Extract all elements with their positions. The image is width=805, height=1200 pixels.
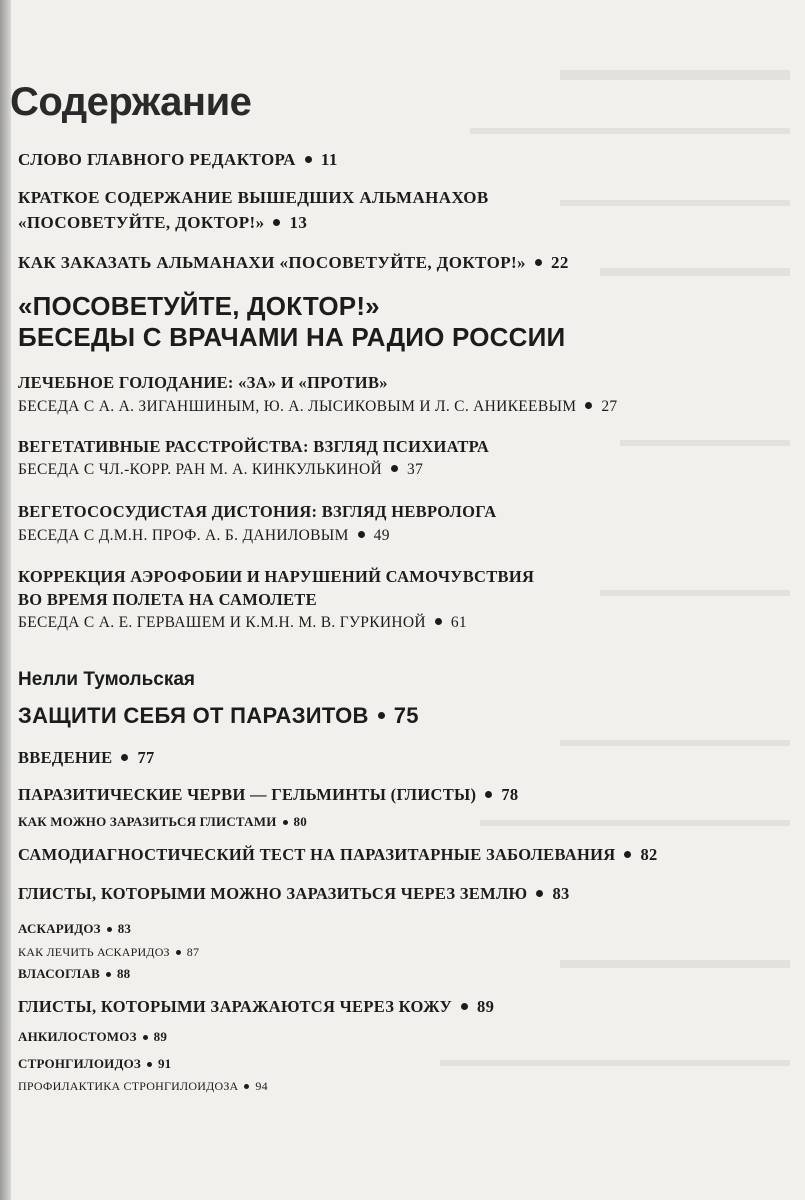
toc-entry-skin[interactable]: ГЛИСТЫ, КОТОРЫМИ ЗАРАЖАЮТСЯ ЧЕРЕЗ КОЖУ 89 xyxy=(18,997,495,1016)
bullet-icon xyxy=(435,618,442,625)
page-number: 82 xyxy=(640,845,658,864)
toc-entry-ascariasis[interactable]: АСКАРИДОЗ 83 xyxy=(18,921,132,936)
page-number: 80 xyxy=(293,814,307,829)
page-number: 49 xyxy=(373,527,390,544)
toc-entry-summary-line2[interactable]: «ПОСОВЕТУЙТЕ, ДОКТОР!» 13 xyxy=(18,213,308,232)
toc-entry-whipworm[interactable]: ВЛАСОГЛАВ 88 xyxy=(18,966,131,981)
toc-entry-strongyloidiasis[interactable]: СТРОНГИЛОИДОЗ 91 xyxy=(18,1056,172,1071)
page-number: 89 xyxy=(477,997,495,1016)
page-number: 75 xyxy=(393,703,419,728)
section2-title[interactable]: ЗАЩИТИ СЕБЯ ОТ ПАРАЗИТОВ 75 xyxy=(18,703,419,728)
bullet-icon xyxy=(358,531,365,538)
page-edge-shadow xyxy=(0,0,11,1200)
toc-entry-prevention[interactable]: ПРОФИЛАКТИКА СТРОНГИЛОИДОЗА 94 xyxy=(18,1079,268,1093)
bullet-icon xyxy=(106,972,111,977)
bullet-icon xyxy=(536,890,543,897)
bullet-icon xyxy=(283,820,288,825)
page-number: 13 xyxy=(289,213,308,232)
toc-entry-dystonia-sub: БЕСЕДА С Д.М.Н. ПРОФ. А. Б. ДАНИЛОВЫМ 49 xyxy=(18,527,390,544)
bullet-icon xyxy=(273,219,280,226)
page-number: 22 xyxy=(550,253,569,272)
page-title: Содержание xyxy=(10,80,252,124)
bullet-icon xyxy=(485,791,492,798)
page-number: 94 xyxy=(255,1079,268,1093)
toc-entry-how-to-order[interactable]: КАК ЗАКАЗАТЬ АЛЬМАНАХИ «ПОСОВЕТУЙТЕ, ДОКТОР!» 22 xyxy=(18,253,569,272)
bullet-icon xyxy=(244,1084,249,1089)
toc-entry-vegetative-sub: БЕСЕДА С ЧЛ.-КОРР. РАН М. А. КИНКУЛЬКИНОЙ 37 xyxy=(18,461,424,478)
author-name: Нелли Тумольская xyxy=(18,669,196,690)
bullet-icon xyxy=(535,259,542,266)
page-number: 83 xyxy=(552,884,570,903)
toc-entry-soil[interactable]: ГЛИСТЫ, КОТОРЫМИ МОЖНО ЗАРАЗИТЬСЯ ЧЕРЕЗ ЗЕМЛЮ 83 xyxy=(18,884,570,903)
page-number: 37 xyxy=(407,461,424,478)
toc-entry-intro[interactable]: ВВЕДЕНИЕ 77 xyxy=(18,748,155,767)
page-number: 11 xyxy=(320,150,338,169)
toc-entry-dystonia[interactable]: ВЕГЕТОСОСУДИСТАЯ ДИСТОНИЯ: ВЗГЛЯД НЕВРОЛОГА xyxy=(18,502,497,521)
bullet-icon xyxy=(107,927,112,932)
bullet-icon xyxy=(176,950,181,955)
page-number: 77 xyxy=(137,748,155,767)
bullet-icon xyxy=(147,1062,152,1067)
toc-entry-aerophobia-line1[interactable]: КОРРЕКЦИЯ АЭРОФОБИИ И НАРУШЕНИЙ САМОЧУВСТВИЯ xyxy=(18,567,535,586)
toc-entry-aerophobia-line2[interactable]: ВО ВРЕМЯ ПОЛЕТА НА САМОЛЕТЕ xyxy=(18,590,317,609)
page-number: 78 xyxy=(501,785,519,804)
toc-entry-editor-word[interactable]: СЛОВО ГЛАВНОГО РЕДАКТОРА 11 xyxy=(18,150,338,169)
section-title-line1: «ПОСОВЕТУЙТЕ, ДОКТОР!» xyxy=(18,291,380,321)
bullet-icon xyxy=(143,1035,148,1040)
toc-entry-fasting[interactable]: ЛЕЧЕБНОЕ ГОЛОДАНИЕ: «ЗА» И «ПРОТИВ» xyxy=(18,373,388,392)
toc-entry-helminths[interactable]: ПАРАЗИТИЧЕСКИЕ ЧЕРВИ — ГЕЛЬМИНТЫ (ГЛИСТЫ) 78 xyxy=(18,785,519,804)
bullet-icon xyxy=(624,851,631,858)
page-number: 61 xyxy=(450,614,467,631)
toc-entry-summary-line1[interactable]: КРАТКОЕ СОДЕРЖАНИЕ ВЫШЕДШИХ АЛЬМАНАХОВ xyxy=(18,188,489,207)
page-number: 91 xyxy=(157,1056,172,1071)
toc-entry-aerophobia-sub: БЕСЕДА С А. Е. ГЕРВАШЕМ И К.М.Н. М. В. ГУРКИНОЙ 61 xyxy=(18,614,467,631)
section-title-line2: БЕСЕДЫ С ВРАЧАМИ НА РАДИО РОССИИ xyxy=(18,322,566,352)
page-number: 89 xyxy=(153,1029,168,1044)
bullet-icon xyxy=(305,156,312,163)
toc-entry-ancylostomiasis[interactable]: АНКИЛОСТОМОЗ 89 xyxy=(18,1029,168,1044)
bullet-icon xyxy=(378,712,385,719)
toc-entry-infection[interactable]: КАК МОЖНО ЗАРАЗИТЬСЯ ГЛИСТАМИ 80 xyxy=(18,814,307,829)
bullet-icon xyxy=(585,402,592,409)
bullet-icon xyxy=(121,754,128,761)
page-number: 83 xyxy=(117,921,132,936)
toc-entry-ascariasis-treatment[interactable]: КАК ЛЕЧИТЬ АСКАРИДОЗ 87 xyxy=(18,945,200,959)
toc-entry-fasting-sub: БЕСЕДА С А. А. ЗИГАНШИНЫМ, Ю. А. ЛЫСИКОВЫМ И Л. С. АНИКЕЕВЫМ 27 xyxy=(18,398,618,415)
toc-entry-vegetative[interactable]: ВЕГЕТАТИВНЫЕ РАССТРОЙСТВА: ВЗГЛЯД ПСИХИАТРА xyxy=(18,437,490,456)
bullet-icon xyxy=(391,465,398,472)
page-number: 27 xyxy=(601,398,618,415)
page-number: 88 xyxy=(116,966,131,981)
bullet-icon xyxy=(461,1003,468,1010)
toc-entry-selftest[interactable]: САМОДИАГНОСТИЧЕСКИЙ ТЕСТ НА ПАРАЗИТАРНЫЕ ЗАБОЛЕВАНИЯ 82 xyxy=(18,845,658,864)
page-number: 87 xyxy=(186,945,200,959)
